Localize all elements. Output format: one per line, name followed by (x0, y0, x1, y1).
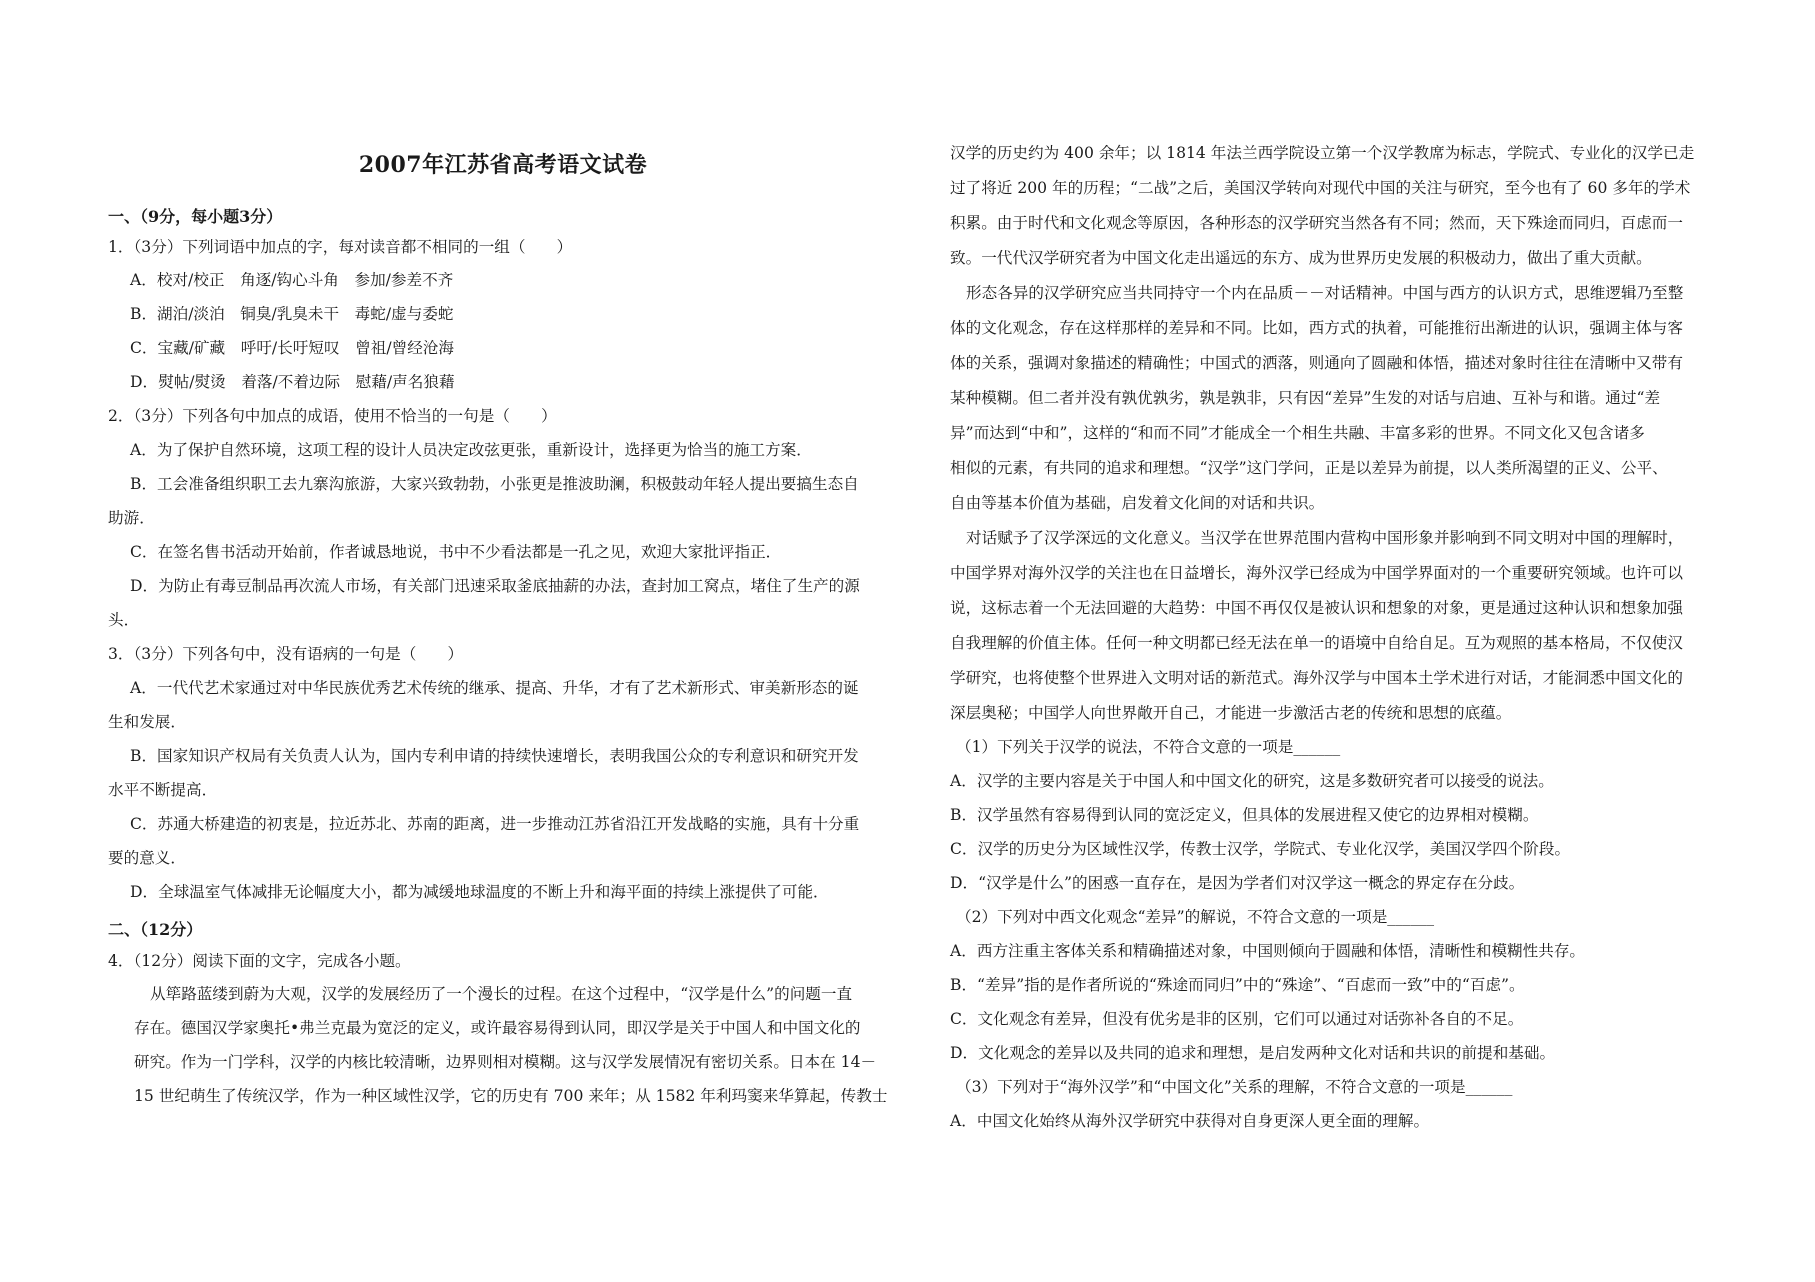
passage-line: 某种模糊。但二者并没有孰优孰劣，孰是孰非，只有因“差异”生发的对话与启迪、互补与和谐。通过“差 (950, 389, 1661, 407)
question-3-option-c: C．苏通大桥建造的初衷是，拉近苏北、苏南的距离，进一步推动江苏省沿江开发战略的实施，具有十分重 (130, 815, 860, 833)
question-1: 1．（3分）下列词语中加点的字，每对读音都不相同的一组（ ） (108, 238, 573, 256)
question-2-option-d-cont: 头． (108, 611, 140, 629)
question-1-option-d: D．熨帖/熨烫 着落/不着边际 慰藉/声名狼藉 (130, 373, 455, 391)
passage-line: 致。一代代汉学研究者为中国文化走出遥远的东方、成为世界历史发展的积极动力，做出了重大贡献。 (950, 249, 1652, 267)
sub-question-2-option-c: C．文化观念有差异，但没有优劣是非的区别，它们可以通过对话弥补各自的不足。 (950, 1010, 1524, 1028)
sub-question-1-option-b: B．汉学虽然有容易得到认同的宽泛定义，但具体的发展进程又使它的边界相对模糊。 (950, 806, 1539, 824)
sub-question-2-option-a: A．西方注重主客体关系和精确描述对象，中国则倾向于圆融和体悟，清晰性和模糊性共存。 (950, 942, 1586, 960)
sub-question-3: （3）下列对于“海外汉学”和“中国文化”关系的理解，不符合文意的一项是______ (956, 1078, 1513, 1096)
question-2-option-b-cont: 助游． (108, 509, 155, 527)
question-2-option-a: A．为了保护自然环境，这项工程的设计人员决定改弦更张，重新设计，选择更为恰当的施工方案． (130, 441, 812, 459)
passage-line: 从筚路蓝缕到蔚为大观，汉学的发展经历了一个漫长的过程。在这个过程中，“汉学是什么”的问题一直 (150, 985, 853, 1003)
sub-question-1-option-d: D．“汉学是什么”的困惑一直存在，是因为学者们对汉学这一概念的界定存在分歧。 (950, 874, 1525, 892)
question-2-option-c: C．在签名售书活动开始前，作者诚恳地说，书中不少看法都是一孔之见，欢迎大家批评指正． (130, 543, 782, 561)
passage-line: 体的文化观念，存在这样那样的差异和不同。比如，西方式的执着，可能推衍出渐进的认识，强调主体与客 (950, 319, 1683, 337)
question-3-option-d: D．全球温室气体减排无论幅度大小，都为减缓地球温度的不断上升和海平面的持续上涨提供了可能． (130, 883, 829, 901)
passage-line: 体的关系，强调对象描述的精确性；中国式的洒落，则通向了圆融和体悟，描述对象时往往在清晰中又带有 (950, 354, 1683, 372)
sub-question-1: （1）下列关于汉学的说法，不符合文意的一项是______ (956, 738, 1341, 756)
passage-line: 自由等基本价值为基础，启发着文化间的对话和共识。 (950, 494, 1325, 512)
passage-line: 积累。由于时代和文化观念等原因，各种形态的汉学研究当然各有不同；然而，天下殊途而同归，百虑而一 (950, 214, 1683, 232)
sub-question-3-option-a: A．中国文化始终从海外汉学研究中获得对自身更深人更全面的理解。 (950, 1112, 1430, 1130)
passage-line: 对话赋予了汉学深远的文化意义。当汉学在世界范围内营构中国形象并影响到不同文明对中国的理解时， (966, 529, 1684, 547)
passage-line: 研究。作为一门学科，汉学的内核比较清晰，边界则相对模糊。这与汉学发展情况有密切关系。日本在 14－ (134, 1053, 877, 1071)
passage-line: 汉学的历史约为 400 余年；以 1814 年法兰西学院设立第一个汉学教席为标志，学院式、专业化的汉学已走 (950, 144, 1695, 162)
passage-line: 自我理解的价值主体。任何一种文明都已经无法在单一的语境中自给自足。互为观照的基本格局，不仅使汉 (950, 634, 1683, 652)
sub-question-1-option-c: C．汉学的历史分为区域性汉学，传教士汉学，学院式、专业化汉学，美国汉学四个阶段。 (950, 840, 1571, 858)
section-heading-1: 一、（9分，每小题3分） (108, 207, 283, 226)
sub-question-2-option-d: D．文化观念的差异以及共同的追求和理想，是启发两种文化对话和共识的前提和基础。 (950, 1044, 1556, 1062)
passage-line: 15 世纪萌生了传统汉学，作为一种区域性汉学，它的历史有 700 来年；从 1582 年利玛窦来华算起，传教士 (134, 1087, 888, 1105)
question-3-option-a-cont: 生和发展． (108, 713, 186, 731)
question-3: 3．（3分）下列各句中，没有语病的一句是（ ） (108, 645, 464, 663)
passage-line: 深层奥秘；中国学人向世界敞开自己，才能进一步激活古老的传统和思想的底蕴。 (950, 704, 1512, 722)
passage-line: 存在。德国汉学家奥托•弗兰克最为宽泛的定义，或许最容易得到认同，即汉学是关于中国人和中国文化的 (134, 1019, 861, 1037)
question-2-option-d: D．为防止有毒豆制品再次流人市场，有关部门迅速采取釜底抽薪的办法，查封加工窝点，堵住了生产的源 (130, 577, 860, 595)
question-3-option-a: A．一代代艺术家通过对中华民族优秀艺术传统的继承、提高、升华，才有了艺术新形式、审美新形态的诞 (130, 679, 859, 697)
question-1-option-b: B．湖泊/淡泊 铜臭/乳臭未干 毒蛇/虚与委蛇 (130, 305, 454, 323)
passage-line: 学研究，也将使整个世界进入文明对话的新范式。海外汉学与中国本土学术进行对话，才能洞悉中国文化的 (950, 669, 1683, 687)
question-4: 4．（12分）阅读下面的文字，完成各小题。 (108, 952, 411, 970)
question-2-option-b: B．工会准备组织职工去九寨沟旅游，大家兴致勃勃，小张更是推波助澜，积极鼓动年轻人提出要搞生态自 (130, 475, 859, 493)
sub-question-2: （2）下列对中西文化观念“差异”的解说，不符合文意的一项是______ (956, 908, 1435, 926)
page-title: 2007年江苏省高考语文试卷 (358, 152, 648, 178)
passage-line: 形态各异的汉学研究应当共同持守一个内在品质－－对话精神。中国与西方的认识方式，思维逻辑乃至整 (966, 284, 1684, 302)
question-3-option-b-cont: 水平不断提高． (108, 781, 218, 799)
question-1-option-a: A．校对/校正 角逐/钩心斗角 参加/参差不齐 (130, 271, 454, 289)
question-1-option-c: C．宝藏/矿藏 呼吁/长吁短叹 曾祖/曾经沧海 (130, 339, 454, 357)
passage-line: 相似的元素，有共同的追求和理想。“汉学”这门学问，正是以差异为前提，以人类所渴望的正义、公平、 (950, 459, 1668, 477)
sub-question-1-option-a: A．汉学的主要内容是关于中国人和中国文化的研究，这是多数研究者可以接受的说法。 (950, 772, 1554, 790)
question-2: 2．（3分）下列各句中加点的成语，使用不恰当的一句是（ ） (108, 407, 557, 425)
sub-question-2-option-b: B．“差异”指的是作者所说的“殊途而同归”中的“殊途”、“百虑而一致”中的“百虑”。 (950, 976, 1525, 994)
passage-line: 中国学界对海外汉学的关注也在日益增长，海外汉学已经成为中国学界面对的一个重要研究领域。也许可以 (950, 564, 1683, 582)
passage-line: 过了将近 200 年的历程；“二战”之后，美国汉学转向对现代中国的关注与研究，至今也有了 60 多年的学术 (950, 179, 1691, 197)
question-3-option-b: B．国家知识产权局有关负责人认为，国内专利申请的持续快速增长，表明我国公众的专利意识和研究开发 (130, 747, 859, 765)
passage-line: 说，这标志着一个无法回避的大趋势：中国不再仅仅是被认识和想象的对象，更是通过这种认识和想象加强 (950, 599, 1683, 617)
section-heading-2: 二、（12分） (108, 920, 203, 939)
question-3-option-c-cont: 要的意义． (108, 849, 186, 867)
passage-line: 异”而达到“中和”，这样的“和而不同”才能成全一个相生共融、丰富多彩的世界。不同文化又包含诸多 (950, 424, 1645, 442)
